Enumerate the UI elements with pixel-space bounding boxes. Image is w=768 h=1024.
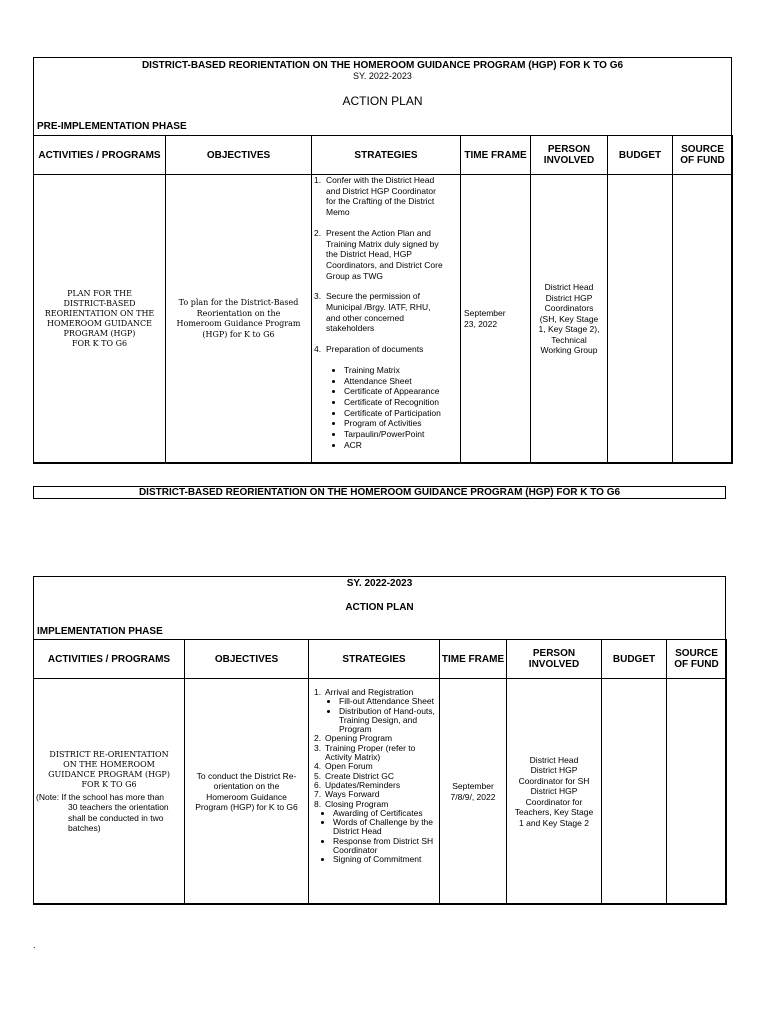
school-year: SY. 2022-2023 — [353, 71, 412, 81]
title-banner: DISTRICT-BASED REORIENTATION ON THE HOMEROOM GUIDANCE PROGRAM (HGP) FOR K TO G6 — [33, 486, 726, 499]
documents-list — [314, 365, 458, 451]
activity-note: (Note: If the school has more than 30 teachers the orientation shall be conducted in two batches) — [36, 791, 169, 833]
strategy-step: 1. Arrival and Registration • Fill-out Attendance Sheet • Distribution of Hand-outs, Training Design, and Program — [314, 688, 437, 734]
list-item: • Signing of Commitment — [333, 855, 437, 864]
list-item: • Training Matrix — [344, 365, 458, 376]
list-item: • Tarpaulin/PowerPoint — [344, 429, 458, 440]
header-source-of-fund: SOURCE OF FUND — [673, 136, 733, 175]
strategy-step: 3. Training Proper (refer to Activity Matrix) — [314, 742, 416, 763]
activity-cell: DISTRICT RE-ORIENTATION ON THE HOMEROOM GUIDANCE PROGRAM (HGP) FOR K TO G6 (Note: If the school has more than 30 teachers the orientation shall be conducted in two batches) — [34, 679, 185, 905]
source-of-fund-cell — [673, 175, 733, 464]
strategies-cell — [312, 175, 461, 464]
strategy-step: 6. Updates/Reminders — [314, 779, 401, 790]
source-of-fund-cell — [667, 679, 727, 905]
header-budget: BUDGET — [608, 136, 673, 175]
activity-cell: PLAN FOR THE DISTRICT-BASED REORIENTATION ON THE HOMEROOM GUIDANCE PROGRAM (HGP) FOR K TO G6 — [34, 175, 166, 464]
header-time-frame: TIME FRAME — [461, 136, 531, 175]
action-plan-heading: ACTION PLAN — [342, 94, 423, 108]
strategy-item: 4. Preparation of documents — [314, 344, 424, 355]
list-item: • Certificate of Participation — [344, 408, 458, 419]
implementation-plan — [33, 576, 726, 904]
strategy-step: 2. Opening Program — [314, 733, 393, 744]
document-title: DISTRICT-BASED REORIENTATION ON THE HOMEROOM GUIDANCE PROGRAM (HGP) FOR K TO G6 — [141, 60, 624, 71]
list-item: • Attendance Sheet — [344, 376, 458, 387]
person-involved-cell: District Head District HGP Coordinators (SH, Key Stage 1, Key Stage 2), Technical Working Group — [531, 175, 608, 464]
strategy-item: 3. Secure the permission of Municipal /Brgy. IATF, RHU, and other concerned stakeholders — [314, 291, 431, 334]
budget-cell — [602, 679, 667, 905]
phase-label: PRE-IMPLEMENTATION PHASE — [37, 121, 187, 132]
strategy-step: 7. Ways Forward — [314, 789, 380, 800]
pre-implementation-table — [33, 135, 733, 464]
header-objectives: OBJECTIVES — [185, 640, 309, 679]
header-budget: BUDGET — [602, 640, 667, 679]
implementation-table — [33, 639, 727, 905]
pre-implementation-plan — [33, 57, 732, 463]
list-item: • Fill-out Attendance Sheet — [339, 697, 437, 706]
header-person-involved: PERSON INVOLVED — [531, 136, 608, 175]
time-frame-cell: September 23, 2022 — [461, 175, 531, 464]
list-item: • Awarding of Certificates — [333, 809, 437, 818]
list-item: • Response from District SH Coordinator — [333, 837, 437, 856]
list-item: • Certificate of Recognition — [344, 397, 458, 408]
objective-cell: To plan for the District-Based Reorientation on the Homeroom Guidance Program (HGP) for K to G6 — [166, 175, 312, 464]
list-item: • Certificate of Appearance — [344, 386, 458, 397]
objective-cell: To conduct the District Re- orientation on the Homeroom Guidance Program (HGP) for K to G6 — [185, 679, 309, 905]
strategies-cell — [309, 679, 440, 905]
time-frame-cell: September 7/8/9/, 2022 — [440, 679, 507, 905]
header-time-frame: TIME FRAME — [440, 640, 507, 679]
footer-mark: . — [33, 940, 36, 950]
header-strategies: STRATEGIES — [309, 640, 440, 679]
header-activities: ACTIVITIES / PROGRAMS — [34, 136, 166, 175]
list-item: • Words of Challenge by the District Head — [333, 818, 437, 837]
strategy-step: 8. Closing Program • Awarding of Certificates • Words of Challenge by the District Head • Response from District SH Coordinator • Signing of Commitment — [314, 800, 437, 865]
school-year: SY. 2022-2023 — [346, 578, 413, 589]
strategy-step: 4. Open Forum — [314, 761, 373, 772]
strategy-item: 2. Present the Action Plan and Training Matrix duly signed by the District Head, HGP Coordinators, and District Core Group as TWG — [314, 227, 443, 281]
person-involved-cell: District Head District HGP Coordinator for SH District HGP Coordinator for Teachers, Key Stage 1 and Key Stage 2 — [507, 679, 602, 905]
action-plan-heading: ACTION PLAN — [345, 602, 414, 613]
list-item: • Program of Activities — [344, 418, 458, 429]
header-person-involved: PERSON INVOLVED — [507, 640, 602, 679]
header-objectives: OBJECTIVES — [166, 136, 312, 175]
budget-cell — [608, 175, 673, 464]
header-source-of-fund: SOURCE OF FUND — [667, 640, 727, 679]
list-item: • ACR — [344, 440, 458, 451]
header-strategies: STRATEGIES — [312, 136, 461, 175]
strategy-step: 5. Create District GC — [314, 770, 394, 781]
phase-label: IMPLEMENTATION PHASE — [37, 626, 163, 637]
list-item: • Distribution of Hand-outs, Training Design, and Program — [339, 707, 437, 735]
header-activities: ACTIVITIES / PROGRAMS — [34, 640, 185, 679]
strategy-item: 1. Confer with the District Head and District HGP Coordinator for the Crafting of the District Memo — [314, 175, 436, 218]
